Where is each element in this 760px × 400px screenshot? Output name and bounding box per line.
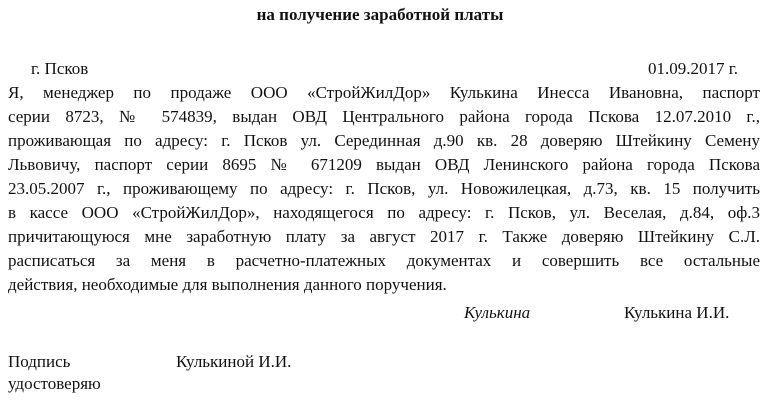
signature-name: Кулькина И.И.	[624, 303, 730, 322]
body-line: расписаться за меня в расчетно-платежных документах и совершить все остальные	[8, 251, 760, 270]
body-line: в кассе ООО «СтройЖилДор», находящегося по адресу: г. Псков, ул. Веселая, д.84, оф.3	[8, 203, 760, 222]
body-line: проживающая по адресу: г. Псков ул. Серединная д.90 кв. 28 доверяю Штейкину Семену	[8, 131, 760, 150]
handwritten-signature: Кулькина	[464, 303, 531, 322]
body-line: 23.05.2007 г., проживающему по адресу: г. Псков, ул. Новожилецкая, д.73, кв. 15 получить	[8, 179, 760, 198]
document-place: г. Псков	[31, 59, 89, 78]
body-line: серии 8723, № 574839, выдан ОВД Центрального района города Пскова 12.07.2010 г.,	[8, 107, 760, 126]
document-title: на получение заработной платы	[256, 5, 504, 24]
body-line: причитающуюся мне заработную плату за август 2017 г. Также доверяю Штейкину С.Л.	[8, 227, 760, 246]
document-body	[8, 81, 760, 297]
certification-label: удостоверяю	[8, 374, 101, 393]
certification-label: Подпись	[8, 352, 71, 371]
body-line: Львовичу, паспорт серии 8695 № 671209 выдан ОВД Ленинского района города Пскова	[8, 155, 760, 174]
certification-name: Кулькиной И.И.	[176, 352, 292, 371]
document-date: 01.09.2017 г.	[647, 59, 738, 78]
body-line: Я, менеджер по продаже ООО «СтройЖилДор» Кулькина Инесса Ивановна, паспорт	[8, 83, 760, 102]
body-line: действия, необходимые для выполнения данного поручения.	[8, 275, 447, 294]
